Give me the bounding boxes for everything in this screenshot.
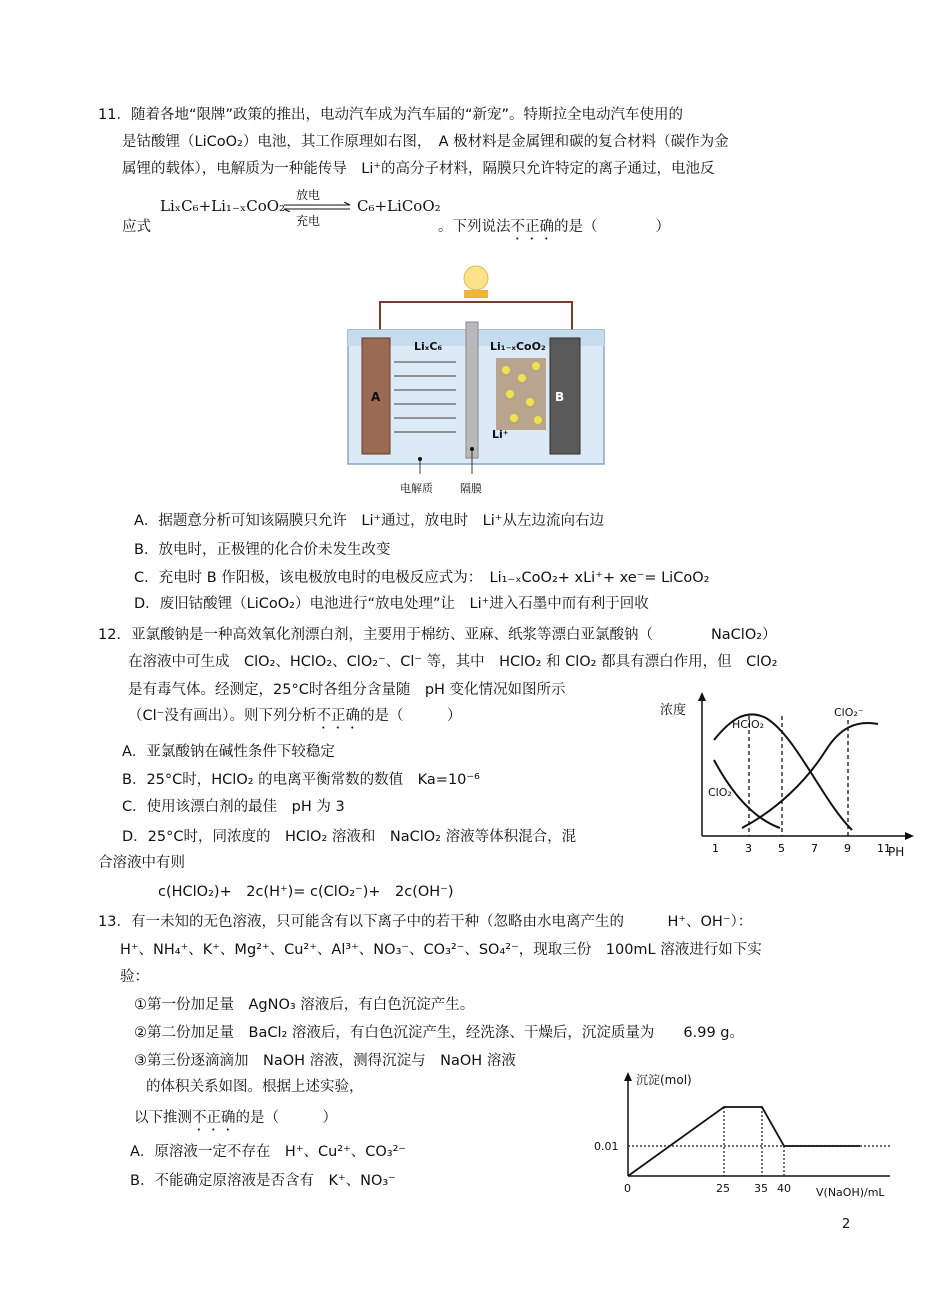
chart13-ylabel: 沉淀(mol): [636, 1073, 692, 1087]
q11-option-b: B．放电时，正极锂的化合价未发生改变: [134, 542, 391, 558]
q13-step-3: ③第三份逐滴滴加 NaOH 溶液，测得沉淀与 NaOH 溶液: [134, 1053, 516, 1069]
q12-line-3: 是有毒气体。经测定，25°C时各组分含量随 pH 变化情况如图所示: [128, 682, 566, 698]
q11-stem: 。下列说法: [438, 219, 511, 235]
bulb-icon: [464, 266, 488, 290]
chart13-xlabel: V(NaOH)/mL: [816, 1186, 885, 1199]
q13-stem: [134, 1108, 337, 1134]
q11-answer-blank: 的是（ ）: [554, 219, 670, 235]
electrode-b-label: B: [555, 390, 565, 404]
eq-top: 放电: [296, 188, 321, 202]
q13-step-3b: 的体积关系如图。根据上述实验，: [146, 1079, 364, 1095]
ph-concentration-chart: [656, 690, 918, 866]
precipitate-chart: [590, 1070, 902, 1202]
page-number: 2: [842, 1217, 851, 1232]
hclo2-curve: [714, 714, 852, 830]
clo2-label: ClO₂: [708, 786, 732, 799]
x-tick-35: 35: [754, 1182, 768, 1195]
eq-left: LiₓC₆+Li₁₋ₓCoO₂: [160, 197, 286, 215]
precipitate-curve: [628, 1107, 860, 1176]
ph-tick-9: 9: [844, 842, 851, 855]
ph-tick-7: 7: [811, 842, 818, 855]
ph-tick-1: 1: [712, 842, 719, 855]
clo2-minus-curve: [742, 723, 878, 828]
li-ion-label: Li⁺: [492, 428, 509, 441]
reversible-arrow-icon: [282, 202, 354, 212]
x-tick-25: 25: [716, 1182, 730, 1195]
q11-line-3: 属锂的载体），电解质为一种能传导 Li⁺的高分子材料，隔膜只允许特定的离子通过，电池反: [122, 161, 715, 177]
ph-tick-5: 5: [778, 842, 785, 855]
q11-line-1: 11．随着各地“限牌”政策的推出，电动汽车成为汽车届的“新宠”。特斯拉全电动汽车使用的: [98, 107, 683, 123]
q12-line-1: 12．亚氯酸钠是一种高效氧化剂漂白剂，主要用于棉纺、亚麻、纸浆等漂白亚氯酸钠（ NaClO₂）: [98, 627, 777, 643]
lixc6-label: LiₓC₆: [414, 340, 443, 353]
q11-emphasis: 不正确: [510, 219, 554, 235]
eq-right: C₆+LiCoO₂: [357, 197, 441, 215]
q12-emphasis: 不正确: [316, 708, 361, 724]
q13-option-a: A．原溶液一定不存在 H⁺、Cu²⁺、CO₃²⁻: [130, 1144, 407, 1160]
licoo2-label: Li₁₋ₓCoO₂: [490, 340, 546, 353]
q12-option-d-1: D．25°C时，同浓度的 HClO₂ 溶液和 NaClO₂ 溶液等体积混合，混: [122, 829, 577, 845]
q13-step-1: ①第一份加足量 AgNO₃ 溶液后，有白色沉淀产生。: [134, 997, 475, 1013]
reaction-equation: [158, 188, 448, 226]
q12-option-a: A．亚氯酸钠在碱性条件下较稳定: [122, 744, 335, 760]
q13-stem-text: 以下推测: [134, 1110, 192, 1126]
q11-line-4a: 应式: [122, 219, 151, 235]
ph-tick-11: 11: [877, 842, 891, 855]
q12-line-2: 在溶液中可生成 ClO₂、HClO₂、ClO₂⁻、Cl⁻ 等，其中 HClO₂ 和 ClO₂ 都具有漂白作用，但 ClO₂: [128, 654, 778, 670]
q12-line-4: [128, 706, 462, 732]
q12-answer-blank: 的是（ ）: [360, 708, 462, 724]
chart13-ytick: 0.01: [594, 1140, 619, 1153]
q11-option-c: C．充电时 B 作阳极，该电极放电时的电极反应式为： Li₁₋ₓCoO₂+ xLi⁺+ xe⁻= LiCoO₂: [134, 570, 710, 586]
q12-option-c: C．使用该漂白剂的最佳 pH 为 3: [122, 799, 345, 815]
ph-tick-3: 3: [745, 842, 752, 855]
electrode-a-label: A: [371, 390, 381, 404]
q12-option-d-3: c(HClO₂)+ 2c(H⁺)= c(ClO₂⁻)+ 2c(OH⁻): [158, 884, 454, 900]
q13-step-2: ②第二份加足量 BaCl₂ 溶液后，有白色沉淀产生，经洗涤、干燥后，沉淀质量为 6.99 g。: [134, 1025, 745, 1041]
q12-stem: （Cl⁻没有画出）。则下列分析: [128, 708, 317, 724]
q12-option-b: B．25°C时，HClO₂ 的电离平衡常数的数值 Ka=10⁻⁶: [122, 772, 480, 788]
separator-membrane: [466, 322, 478, 458]
q13-line-3: 验：: [120, 969, 149, 985]
bulb-base: [464, 290, 488, 298]
x-tick-40: 40: [777, 1182, 791, 1195]
eq-bottom: 充电: [296, 214, 321, 228]
x-tick-0: 0: [624, 1182, 631, 1195]
q12-option-d-2: 合溶液中有则: [98, 855, 185, 871]
membrane-label: 隔膜: [460, 482, 482, 495]
q13-line-2: H⁺、NH₄⁺、K⁺、Mg²⁺、Cu²⁺、Al³⁺、NO₃⁻、CO₃²⁻、SO₄²⁻，现取三份 100mL 溶液进行如下实: [120, 942, 762, 958]
hclo2-label: HClO₂: [732, 718, 765, 731]
q13-line-1: 13．有一未知的无色溶液，只可能含有以下离子中的若干种（忽略由水电离产生的 H⁺、OH⁻）：: [98, 914, 753, 930]
q11-line-4: [438, 217, 670, 243]
clo2-minus-label: ClO₂⁻: [834, 706, 864, 719]
battery-diagram: [340, 262, 612, 502]
q11-option-a: A．据题意分析可知该隔膜只允许 Li⁺通过，放电时 Li⁺从左边流向右边: [134, 513, 604, 529]
licoo2-crystal: [496, 358, 546, 430]
q11-line-2: 是钴酸锂（LiCoO₂）电池，其工作原理如右图， A 极材料是金属锂和碳的复合材料（碳作为金: [122, 134, 729, 150]
chart-xlabel: PH: [888, 845, 905, 859]
q13-emphasis: 不正确: [192, 1110, 236, 1126]
q13-answer-blank: 的是（ ）: [235, 1110, 337, 1126]
electrolyte-label: 电解质: [400, 482, 433, 495]
chart-ylabel: 浓度: [660, 703, 687, 718]
q13-option-b: B．不能确定原溶液是否含有 K⁺、NO₃⁻: [130, 1173, 396, 1189]
q11-option-d: D．废旧钴酸锂（LiCoO₂）电池进行“放电处理”让 Li⁺进入石墨中而有利于回收: [134, 596, 649, 612]
